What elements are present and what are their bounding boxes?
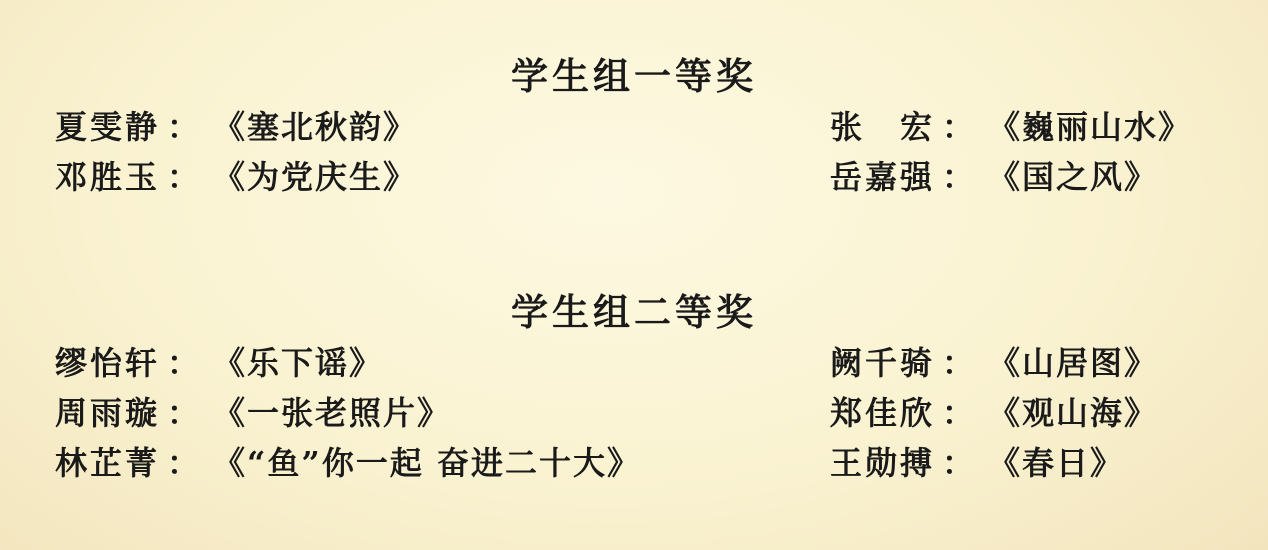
colon-separator: ： [942,344,975,382]
work-title: 《春日》 [988,444,1125,482]
winner-name: 张 宏 [830,108,936,146]
winner-name: 郑佳欣 [830,394,936,432]
winner-name: 林芷菁 [55,444,161,482]
award-row [0,438,1268,488]
award-entry [830,102,1268,152]
award-entry [830,438,1268,488]
award-entry [55,438,830,488]
section-first-prize [0,50,1268,202]
work-title: 《“鱼”你一起 奋进二十大》 [213,444,641,482]
section-title-first-prize: 学生组一等奖 [511,54,757,98]
colon-separator: ： [942,108,975,146]
winner-name: 缪怡轩 [55,344,161,382]
work-title: 《塞北秋韵》 [213,108,418,146]
work-title: 《山居图》 [988,344,1159,382]
award-entry [55,152,830,202]
colon-separator: ： [167,344,200,382]
colon-separator: ： [942,444,975,482]
award-entry [55,338,830,388]
work-title: 《为党庆生》 [213,158,418,196]
award-row [0,152,1268,202]
winner-name: 阙千骑 [830,344,936,382]
award-entry [830,338,1268,388]
section-title-second-prize: 学生组二等奖 [511,290,757,334]
award-entry [830,152,1268,202]
award-entry [55,102,830,152]
award-row [0,388,1268,438]
colon-separator: ： [942,158,975,196]
work-title: 《国之风》 [988,158,1159,196]
winner-name: 岳嘉强 [830,158,936,196]
winner-name: 周雨璇 [55,394,161,432]
work-title: 《巍丽山水》 [988,108,1193,146]
work-title: 《乐下谣》 [213,344,384,382]
work-title: 《观山海》 [988,394,1159,432]
work-title: 《一张老照片》 [213,394,452,432]
winner-name: 邓胜玉 [55,158,161,196]
colon-separator: ： [167,444,200,482]
colon-separator: ： [167,394,200,432]
colon-separator: ： [942,394,975,432]
award-row [0,338,1268,388]
winner-name: 夏雯静 [55,108,161,146]
award-entry [55,388,830,438]
award-row [0,102,1268,152]
section-second-prize [0,286,1268,488]
winner-name: 王勋搏 [830,444,936,482]
colon-separator: ： [167,158,200,196]
award-entry [830,388,1268,438]
colon-separator: ： [167,108,200,146]
